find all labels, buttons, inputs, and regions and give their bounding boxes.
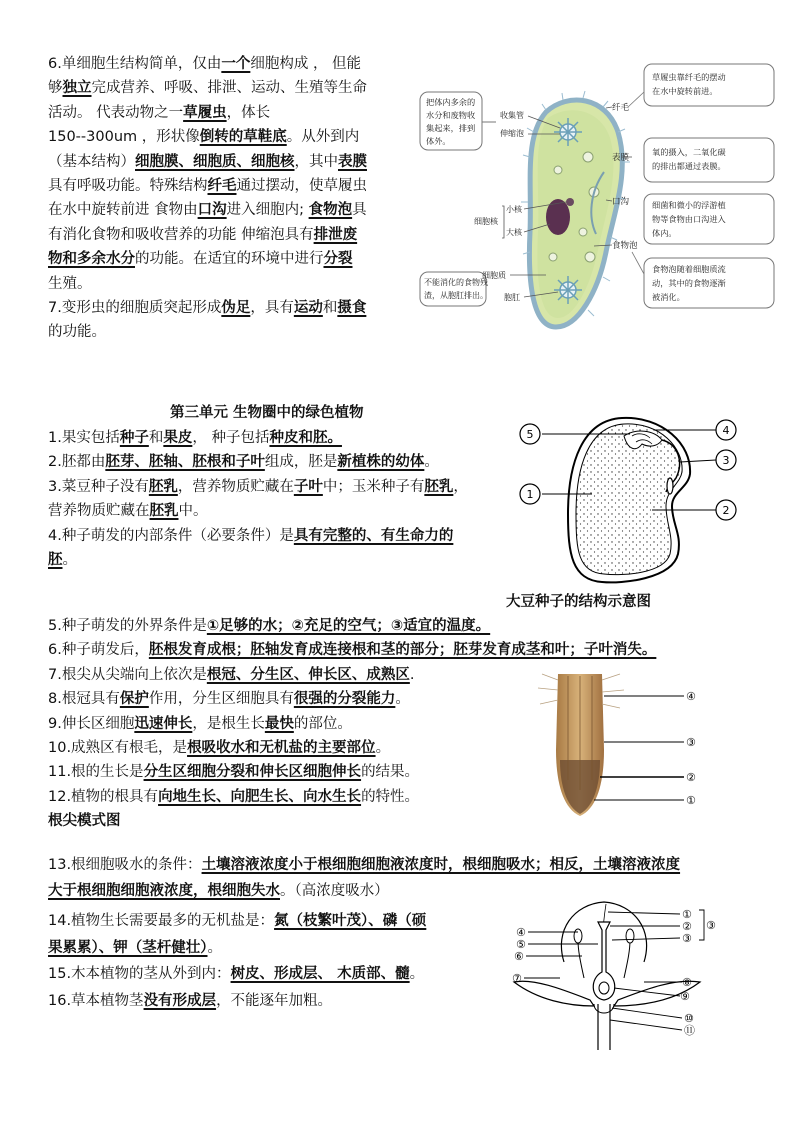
section3-text-c [48,852,680,904]
s3-line-4: 营养物质贮藏在胚乳中。 [48,503,208,520]
label-micronucleus: 小核 [506,205,522,214]
note-right-2 [644,138,774,182]
unit-title: 第三单元 生物圈中的绿色植物 [170,405,364,421]
svg-text:氧的摄入，二氧化碳: 氧的摄入，二氧化碳 [652,147,726,157]
svg-text:细菌和微小的浮游植: 细菌和微小的浮游植 [652,200,726,210]
svg-text:不能消化的食物残: 不能消化的食物残 [424,278,488,287]
s3-line-1: 1.果实包括种子和果皮， 种子包括种皮和胚。 [48,430,342,446]
note-right-1 [644,64,774,106]
svg-text:1: 1 [526,488,534,501]
s3-line-16: 13.根细胞吸水的条件：土壤溶液浓度小于根细胞细胞液浓度时，根细胞吸水；相反，土壤溶液浓度 [48,857,681,873]
s3-line-9: 7.根尖从尖端向上依次是根冠、分生区、伸长区、成熟区. [48,666,415,683]
label-collecting-canal: 收集管 [500,111,524,120]
svg-text:4: 4 [722,424,730,437]
label-pellicle: 表膜 [612,153,630,163]
s3-line-20: 15.木本植物的茎从外到内：树皮、形成层、 木质部、髓。 [48,966,425,982]
svg-text:草履虫靠纤毛的摆动: 草履虫靠纤毛的摆动 [652,72,726,82]
section3-text-a [48,426,468,572]
s3-line-18: 14.植物生长需要最多的无机盐是：氮（枝繁叶茂）、磷（硕 [48,913,427,929]
flower-label-4: ④ [516,926,526,939]
svg-text:5: 5 [526,428,534,441]
sepal-left [514,981,594,1006]
label-oral-groove: 口沟 [612,197,630,207]
s3-line-7: 5.种子萌发的外界条件是①足够的水；②充足的空气；③适宜的温度。 [48,618,491,634]
s3-line-21: 16.草本植物茎没有形成层，不能逐年加粗。 [48,992,333,1009]
flower-label-1: ① [682,908,692,921]
seed-label-3 [716,450,736,470]
seed-diagram-caption: 大豆种子的结构示意图 [506,594,651,610]
s3-line-5: 4.种子萌发的内部条件（必要条件）是具有完整的、有生命力的 [48,527,454,544]
root-label-3: ③ [686,736,696,749]
label-food-vacuole: 食物泡 [612,241,638,251]
section1-text [48,52,367,345]
root-label-4: ④ [686,690,696,703]
svg-text:3: 3 [722,454,730,467]
s1-line-4: 150--300um ，形状像倒转的草鞋底。从外到内 [48,129,360,146]
flower-label-2: ② [682,920,692,933]
svg-text:体外。: 体外。 [426,136,451,146]
s1-line-8: 有消化食物和吸收营养的功能 伸缩泡具有排泄废 [48,226,358,243]
root-label-2: ② [686,771,696,784]
s1-line-12: 的功能。 [48,324,106,341]
svg-text:把体内多余的: 把体内多余的 [426,97,476,107]
s3-line-19: 果累累）、钾（茎杆健壮）。 [48,939,222,956]
svg-text:渣，从胞肛排出。: 渣，从胞肛排出。 [424,291,488,300]
s3-line-12: 10.成熟区有根毛，是根吸收水和无机盐的主要部位。 [48,740,391,757]
svg-text:体内。: 体内。 [652,228,677,238]
svg-text:集起来，排到: 集起来，排到 [426,123,476,133]
s1-line-11: 7.变形虫的细胞质突起形成伪足，具有运动和摄食 [48,300,367,317]
s1-line-1: 6.单细胞生结构简单，仅由一个细胞构成 ， 但能 [48,56,362,72]
label-cilia: 纤毛 [612,103,630,113]
s1-line-9: 物和多余水分的功能。在适宜的环境中进行分裂 [48,251,353,268]
note-right-4 [644,258,774,308]
label-anal-pore: 胞肛 [504,293,520,302]
s3-line-10: 8.根冠具有保护作用，分生区细胞具有很强的分裂能力。 [48,691,410,708]
flower-label-11: ⑪ [684,1024,695,1037]
flower-stem [598,1004,610,1050]
svg-text:水分和废物收: 水分和废物收 [426,110,476,120]
s3-line-17: 大于根细胞细胞液浓度，根细胞失水。（高浓度吸水） [48,883,389,899]
label-contractile-vacuole: 伸缩泡 [500,129,524,138]
svg-text:2: 2 [722,504,730,517]
s3-line-3: 3.菜豆种子没有胚乳，营养物质贮藏在子叶中；玉米种子有胚乳， [48,478,468,495]
flower-label-3b: ③ [682,932,692,945]
s3-line-11: 9.伸长区细胞迅速伸长，是根生长最快的部位。 [48,715,352,732]
s1-line-10: 生殖。 [48,275,92,292]
svg-text:动，其中的食物逐渐: 动，其中的食物逐渐 [652,278,726,288]
label-nucleus: 细胞核 [474,217,498,226]
flower-label-6: ⑥ [514,950,524,963]
s1-line-6: 具有呼吸功能。特殊结构纤毛通过摆动，使草履虫 [48,178,367,195]
contractile-vacuole-bottom [554,276,582,304]
note-right-3 [644,194,774,244]
root-label-1: ① [686,794,696,807]
paramecium-diagram [418,52,786,332]
note-left-bottom [420,272,488,306]
svg-text:在水中旋转前进。: 在水中旋转前进。 [652,86,718,96]
seed-label-4 [716,420,736,440]
flower-label-10: ⑩ [684,1012,694,1025]
contractile-vacuole-top [554,118,582,146]
s3-line-8: 6.种子萌发后，胚根发育成根；胚轴发育成连接根和茎的部分；胚芽发育成茎和叶；子叶消失。 [48,642,657,659]
flower-diagram [494,900,734,1050]
svg-text:被消化。: 被消化。 [652,292,685,302]
s3-line-2: 2.胚都由胚芽、胚轴、胚根和子叶组成，胚是新植株的幼体。 [48,454,439,471]
root-tip-caption: 根尖模式图 [48,813,121,830]
micronucleus [566,198,574,206]
s1-line-3: 活动。 代表动物之一草履虫，体长 [48,104,271,121]
s3-line-14: 12.植物的根具有向地生长、向肥生长、向水生长的特性。 [48,788,420,805]
s1-line-2: 够独立完成营养、呼吸、排泄、运动、生殖等生命 [48,80,367,97]
soybean-seed-diagram [512,414,742,584]
svg-text:食物泡随着细胞质流: 食物泡随着细胞质流 [652,264,726,274]
flower-label-8: ⑧ [682,976,692,989]
flower-label-3: ③ [706,919,716,932]
seed-label-1 [520,484,540,504]
flower-label-7: ⑦ [512,972,522,985]
svg-text:物等食物由口沟进入: 物等食物由口沟进入 [652,214,726,224]
label-cytoplasm: 细胞质 [482,271,506,280]
hilum [667,478,673,494]
root-tip-diagram [520,670,720,818]
s3-line-6: 胚。 [48,552,77,569]
label-macronucleus: 大核 [506,228,522,237]
seed-label-2 [716,500,736,520]
s1-line-5: （基本结构）细胞膜、细胞质、细胞核，其中表膜 [48,153,367,170]
flower-label-5: ⑤ [516,938,526,951]
seed-label-5 [520,424,540,444]
s3-line-13: 11.根的生长是分生区细胞分裂和伸长区细胞伸长的结果。 [48,764,420,781]
s1-line-7: 在水中旋转前进 食物由口沟进入细胞内; 食物泡具 [48,202,367,219]
svg-text:的排出都通过表膜。: 的排出都通过表膜。 [652,161,726,171]
section3-text-d [48,908,426,1014]
note-left-top [420,92,482,150]
flower-label-9: ⑨ [680,990,690,1003]
